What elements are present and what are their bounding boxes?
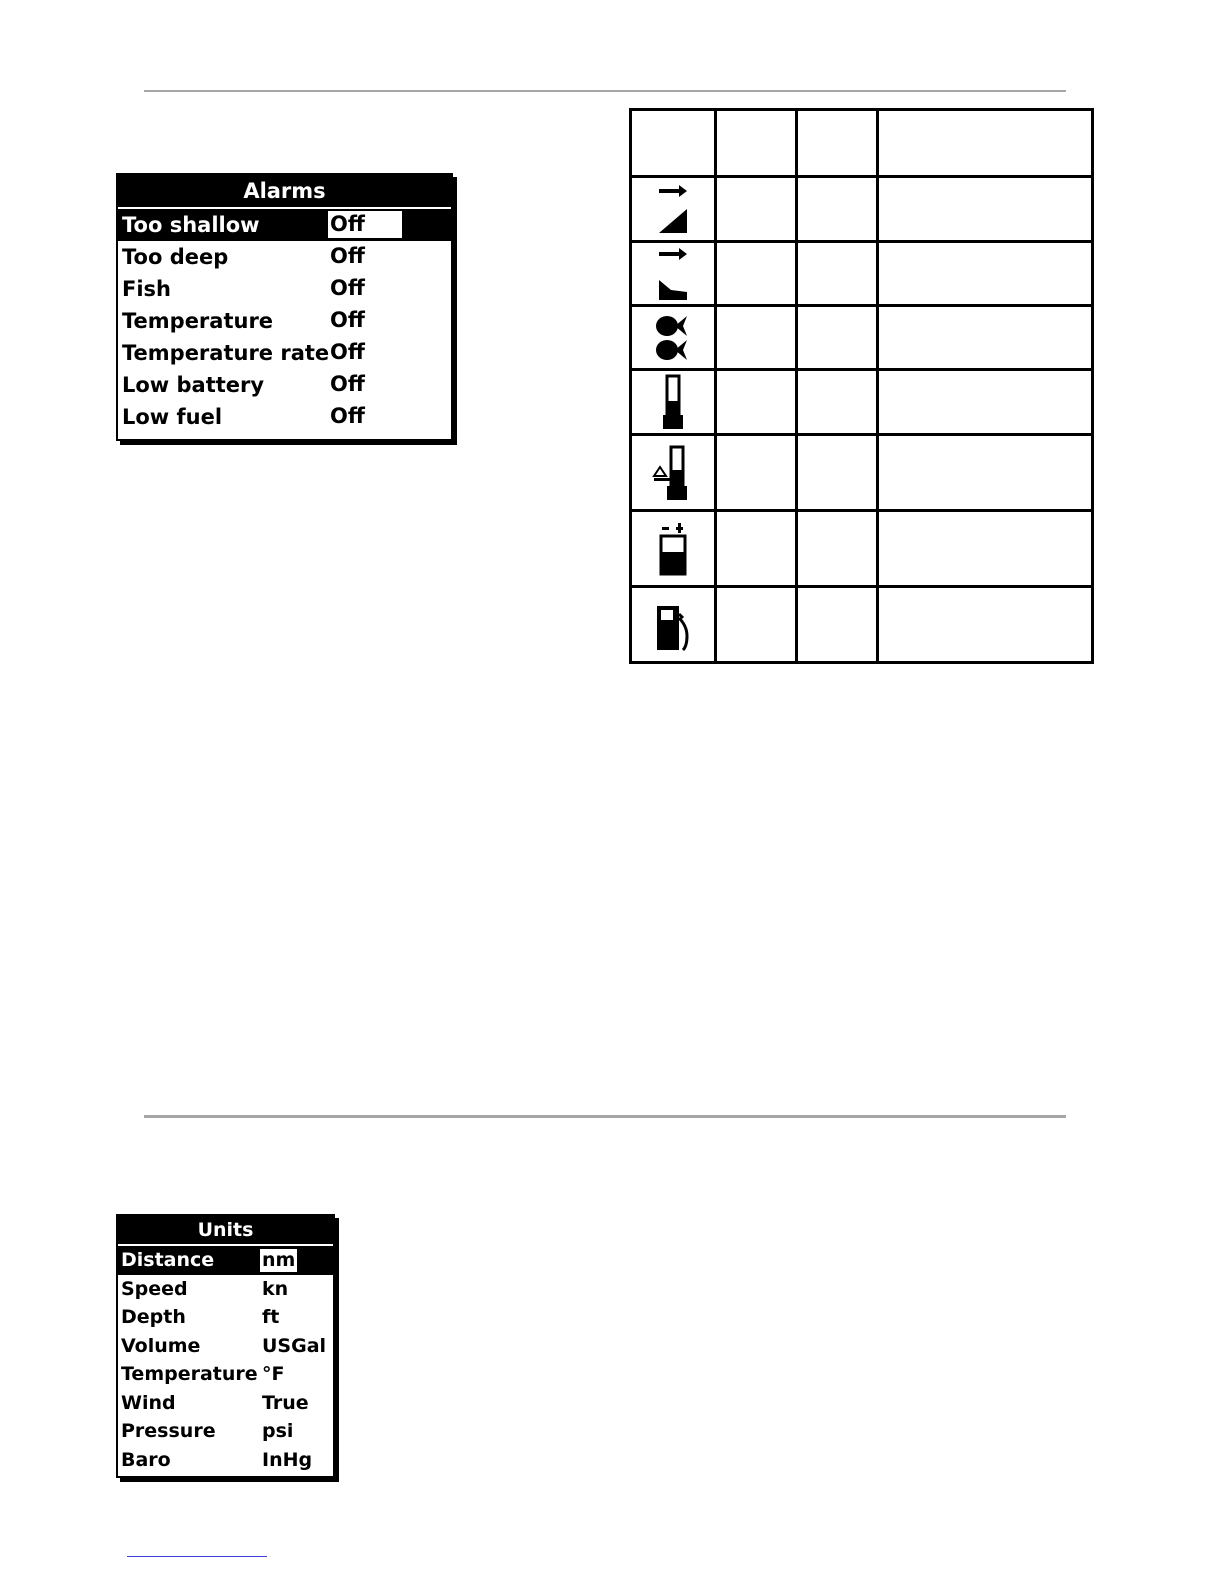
units-item-wind[interactable]: [118, 1389, 333, 1418]
table-row: [631, 177, 1093, 242]
table-row: [631, 242, 1093, 306]
alarm-item-value[interactable]: Off: [330, 276, 365, 300]
alarm-item-label: Too deep: [122, 245, 229, 269]
units-item-value[interactable]: InHg: [262, 1448, 313, 1471]
alarm-item-temperature-rate[interactable]: [118, 337, 451, 369]
section-divider: [144, 1115, 1066, 1118]
units-item-value[interactable]: psi: [262, 1420, 294, 1442]
alarm-item-low-fuel[interactable]: [118, 401, 451, 433]
alarm-item-label: Low fuel: [122, 405, 223, 429]
alarm-item-fish[interactable]: [118, 273, 451, 305]
table-row: [631, 435, 1093, 511]
fuel-pump-icon: [651, 596, 695, 654]
alarm-item-value[interactable]: Off: [330, 340, 365, 364]
table-row: [631, 511, 1093, 587]
alarm-item-value[interactable]: Off: [330, 308, 365, 332]
units-item-value[interactable]: kn: [262, 1277, 289, 1300]
alarm-item-label: Too shallow: [122, 213, 260, 237]
table-row: [631, 306, 1093, 370]
units-item-label: Speed: [121, 1277, 188, 1300]
units-item-depth[interactable]: [118, 1303, 333, 1332]
shallow-alarm-icon: [653, 181, 693, 237]
units-item-speed[interactable]: [118, 1275, 333, 1304]
alarm-item-value[interactable]: Off: [328, 211, 402, 238]
alarm-item-label: Temperature rate: [122, 341, 330, 365]
units-item-label: Pressure: [121, 1420, 216, 1443]
units-item-label: Wind: [121, 1391, 176, 1414]
fish-alarm-icon: [653, 310, 693, 366]
alarm-item-label: Low battery: [122, 373, 265, 397]
units-item-volume[interactable]: [118, 1332, 333, 1361]
units-menu: [116, 1214, 335, 1478]
alarm-item-too-deep[interactable]: [118, 241, 451, 273]
table-header-cell: [797, 110, 878, 177]
units-item-label: Temperature: [121, 1363, 258, 1386]
alarm-item-too-shallow[interactable]: [118, 209, 451, 241]
alarm-icon-table: [629, 108, 1094, 664]
footer-link-underline: [127, 1556, 267, 1557]
units-item-label: Baro: [121, 1448, 171, 1471]
alarm-item-label: Fish: [122, 277, 171, 301]
thermometer-icon: [653, 373, 693, 431]
alarms-menu: [116, 173, 453, 441]
table-header-cell: [878, 110, 1093, 177]
alarm-item-label: Temperature: [122, 309, 274, 333]
battery-icon: [653, 520, 693, 578]
alarm-item-low-battery[interactable]: [118, 369, 451, 401]
units-menu-title: Units: [118, 1216, 333, 1246]
table-header-row: [631, 110, 1093, 177]
units-item-pressure[interactable]: [118, 1417, 333, 1446]
units-item-temperature[interactable]: [118, 1360, 333, 1389]
alarm-item-value[interactable]: Off: [330, 404, 365, 428]
temperature-rate-icon: [651, 444, 695, 502]
units-item-label: Depth: [121, 1306, 186, 1329]
units-item-value[interactable]: ft: [262, 1306, 280, 1328]
top-divider: [144, 90, 1066, 92]
units-item-value[interactable]: USGal: [262, 1334, 327, 1357]
units-item-value[interactable]: °F: [262, 1363, 285, 1385]
units-item-value[interactable]: True: [262, 1391, 309, 1414]
units-item-baro[interactable]: [118, 1446, 333, 1475]
table-header-cell: [631, 110, 716, 177]
units-item-label: Distance: [121, 1249, 215, 1272]
units-item-distance[interactable]: [118, 1246, 333, 1275]
alarm-item-temperature[interactable]: [118, 305, 451, 337]
alarm-item-value[interactable]: Off: [330, 372, 365, 396]
units-item-label: Volume: [121, 1334, 201, 1357]
alarms-menu-title: Alarms: [118, 175, 451, 209]
table-row: [631, 370, 1093, 435]
deep-alarm-icon: [653, 246, 693, 302]
units-item-value[interactable]: nm: [262, 1249, 296, 1271]
table-row: [631, 587, 1093, 663]
table-header-cell: [716, 110, 797, 177]
alarm-item-value[interactable]: Off: [330, 244, 365, 268]
